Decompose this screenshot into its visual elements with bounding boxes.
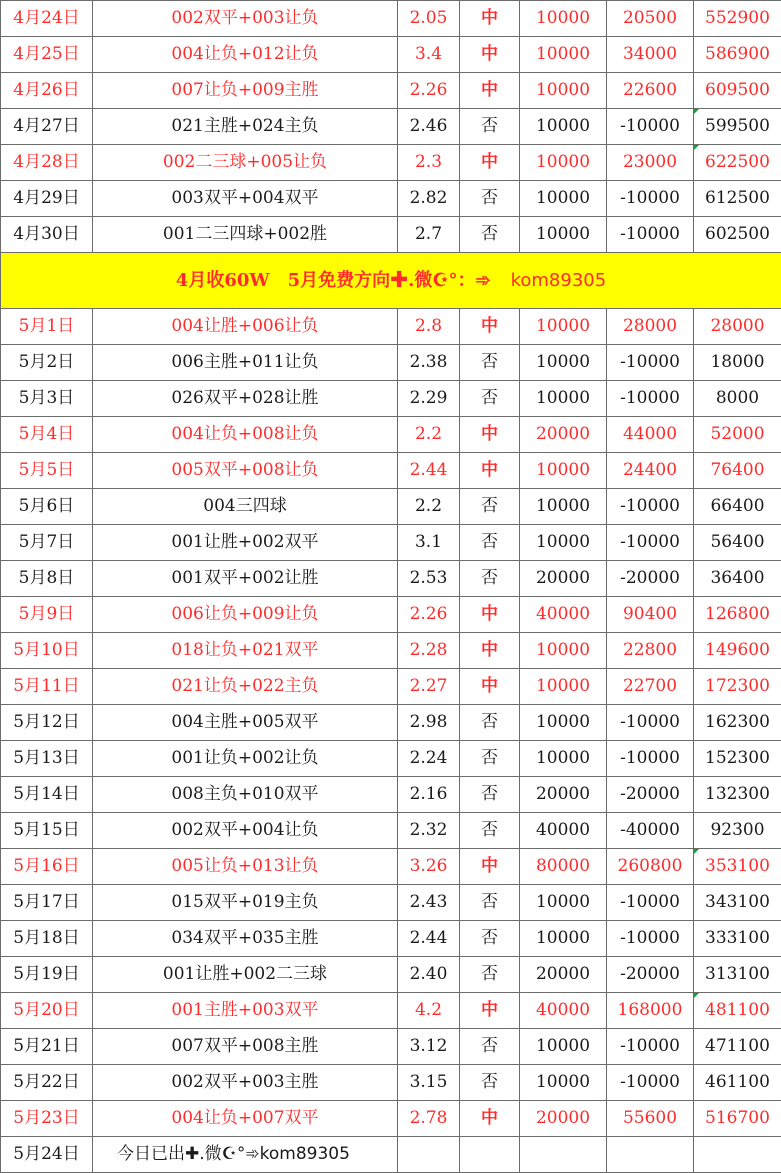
bet-cell: 001让胜+002双平: [93, 525, 398, 561]
table-row: [1, 489, 781, 525]
bet-cell: 018让负+021双平: [93, 633, 398, 669]
table-row: [1, 561, 781, 597]
total-cell: 126800: [694, 597, 781, 633]
odds-cell: 4.2: [398, 993, 460, 1029]
stake-cell: 10000: [520, 705, 607, 741]
stake-cell: 40000: [520, 813, 607, 849]
date-cell: 5月23日: [1, 1101, 93, 1137]
stake-cell: 20000: [520, 1101, 607, 1137]
table-row: [1, 217, 781, 253]
odds-cell: 2.24: [398, 741, 460, 777]
bet-cell: 001二三四球+002胜: [93, 217, 398, 253]
odds-cell: 3.4: [398, 37, 460, 73]
stake-cell: 20000: [520, 957, 607, 993]
odds-cell: [398, 1137, 460, 1173]
profit-cell: -10000: [607, 345, 694, 381]
promo-banner: [1, 253, 781, 309]
profit-cell: -10000: [607, 381, 694, 417]
profit-cell: -10000: [607, 921, 694, 957]
promo-banner-text: 4月收60W 5月免费方向✚.微☪°：➾: [176, 270, 491, 291]
total-cell: 471100: [694, 1029, 781, 1065]
odds-cell: 2.8: [398, 309, 460, 345]
odds-cell: 3.12: [398, 1029, 460, 1065]
odds-cell: 2.28: [398, 633, 460, 669]
profit-cell: 24400: [607, 453, 694, 489]
stake-cell: 10000: [520, 1029, 607, 1065]
odds-cell: 2.26: [398, 73, 460, 109]
stake-cell: 10000: [520, 217, 607, 253]
total-cell: 481100: [694, 993, 781, 1029]
date-cell: 4月27日: [1, 109, 93, 145]
date-cell: 5月16日: [1, 849, 93, 885]
odds-cell: 2.43: [398, 885, 460, 921]
total-cell: [694, 1137, 781, 1173]
date-cell: 4月29日: [1, 181, 93, 217]
total-cell: 343100: [694, 885, 781, 921]
result-cell: 否: [460, 525, 520, 561]
bet-cell: 002双平+003主胜: [93, 1065, 398, 1101]
odds-cell: 2.98: [398, 705, 460, 741]
odds-cell: 2.26: [398, 597, 460, 633]
total-cell: 333100: [694, 921, 781, 957]
odds-cell: 2.32: [398, 813, 460, 849]
total-cell: 18000: [694, 345, 781, 381]
stake-cell: 10000: [520, 885, 607, 921]
bet-cell: 034双平+035主胜: [93, 921, 398, 957]
bet-cell: 021让负+022主负: [93, 669, 398, 705]
result-cell: 否: [460, 741, 520, 777]
table-row: [1, 669, 781, 705]
today-row: [1, 1137, 781, 1173]
odds-cell: 2.29: [398, 381, 460, 417]
profit-cell: -10000: [607, 109, 694, 145]
stake-cell: 10000: [520, 1065, 607, 1101]
result-cell: 中: [460, 849, 520, 885]
odds-cell: 2.46: [398, 109, 460, 145]
total-cell: 56400: [694, 525, 781, 561]
bet-cell: 005让负+013让负: [93, 849, 398, 885]
result-cell: 中: [460, 993, 520, 1029]
result-cell: 否: [460, 489, 520, 525]
profit-cell: 22700: [607, 669, 694, 705]
date-cell: 5月12日: [1, 705, 93, 741]
profit-cell: -10000: [607, 525, 694, 561]
profit-cell: 260800: [607, 849, 694, 885]
table-row: [1, 597, 781, 633]
odds-cell: 2.82: [398, 181, 460, 217]
odds-cell: 2.2: [398, 489, 460, 525]
bet-cell: 015双平+019主负: [93, 885, 398, 921]
stake-cell: 10000: [520, 921, 607, 957]
total-cell: 149600: [694, 633, 781, 669]
table-row: [1, 1101, 781, 1137]
stake-cell: 10000: [520, 73, 607, 109]
stake-cell: 10000: [520, 741, 607, 777]
bet-cell: 002二三球+005让负: [93, 145, 398, 181]
stake-cell: 10000: [520, 489, 607, 525]
total-cell: 36400: [694, 561, 781, 597]
bet-cell: 004让负+008让负: [93, 417, 398, 453]
date-cell: 5月5日: [1, 453, 93, 489]
bet-cell: 007双平+008主胜: [93, 1029, 398, 1065]
profit-cell: [607, 1137, 694, 1173]
bet-cell: 006让负+009让负: [93, 597, 398, 633]
result-cell: 中: [460, 597, 520, 633]
table-row: [1, 993, 781, 1029]
bet-cell: 004让胜+006让负: [93, 309, 398, 345]
date-cell: 5月6日: [1, 489, 93, 525]
bet-cell: 021主胜+024主负: [93, 109, 398, 145]
table-row: [1, 885, 781, 921]
table-row: [1, 309, 781, 345]
profit-cell: 168000: [607, 993, 694, 1029]
bet-cell: 001双平+002让胜: [93, 561, 398, 597]
odds-cell: 3.15: [398, 1065, 460, 1101]
result-cell: 中: [460, 37, 520, 73]
table-row: [1, 145, 781, 181]
total-cell: 162300: [694, 705, 781, 741]
result-cell: 否: [460, 957, 520, 993]
date-cell: 5月19日: [1, 957, 93, 993]
result-cell: 否: [460, 885, 520, 921]
odds-cell: 2.16: [398, 777, 460, 813]
result-cell: 否: [460, 705, 520, 741]
odds-cell: 2.7: [398, 217, 460, 253]
date-cell: 5月24日: [1, 1137, 93, 1173]
bet-cell: 007让负+009主胜: [93, 73, 398, 109]
profit-cell: -10000: [607, 217, 694, 253]
profit-cell: -20000: [607, 561, 694, 597]
bet-cell: 003双平+004双平: [93, 181, 398, 217]
result-cell: 中: [460, 73, 520, 109]
stake-cell: 10000: [520, 181, 607, 217]
total-cell: 313100: [694, 957, 781, 993]
profit-cell: -40000: [607, 813, 694, 849]
date-cell: 5月22日: [1, 1065, 93, 1101]
date-cell: 5月17日: [1, 885, 93, 921]
profit-cell: -10000: [607, 1029, 694, 1065]
total-cell: 172300: [694, 669, 781, 705]
bet-cell: 004三四球: [93, 489, 398, 525]
stake-cell: 10000: [520, 145, 607, 181]
total-cell: 52000: [694, 417, 781, 453]
result-cell: 否: [460, 217, 520, 253]
bet-cell: 001主胜+003双平: [93, 993, 398, 1029]
banner-section: [1, 253, 781, 309]
table-row: [1, 777, 781, 813]
result-cell: 否: [460, 109, 520, 145]
result-cell: 否: [460, 813, 520, 849]
table-row: [1, 37, 781, 73]
date-cell: 4月30日: [1, 217, 93, 253]
profit-cell: -10000: [607, 705, 694, 741]
profit-cell: 44000: [607, 417, 694, 453]
stake-cell: 10000: [520, 1, 607, 37]
date-cell: 5月15日: [1, 813, 93, 849]
table-row: [1, 1029, 781, 1065]
stake-cell: 10000: [520, 381, 607, 417]
table-row: [1, 849, 781, 885]
date-cell: 5月9日: [1, 597, 93, 633]
profit-cell: 90400: [607, 597, 694, 633]
date-cell: 5月4日: [1, 417, 93, 453]
date-cell: 4月26日: [1, 73, 93, 109]
stake-cell: 10000: [520, 525, 607, 561]
stake-cell: 10000: [520, 669, 607, 705]
table-row: [1, 957, 781, 993]
date-cell: 5月21日: [1, 1029, 93, 1065]
total-cell: 92300: [694, 813, 781, 849]
odds-cell: 2.27: [398, 669, 460, 705]
profit-cell: -20000: [607, 957, 694, 993]
total-cell: 586900: [694, 37, 781, 73]
date-cell: 5月10日: [1, 633, 93, 669]
bet-cell: 001让胜+002二三球: [93, 957, 398, 993]
total-cell: 76400: [694, 453, 781, 489]
table-row: [1, 813, 781, 849]
bet-cell: 004主胜+005双平: [93, 705, 398, 741]
date-cell: 5月18日: [1, 921, 93, 957]
table-row: [1, 1, 781, 37]
promo-banner-row: [1, 253, 781, 309]
date-cell: 5月2日: [1, 345, 93, 381]
profit-cell: 55600: [607, 1101, 694, 1137]
odds-cell: 2.3: [398, 145, 460, 181]
stake-cell: 10000: [520, 453, 607, 489]
result-cell: 否: [460, 921, 520, 957]
stake-cell: 10000: [520, 633, 607, 669]
stake-cell: 10000: [520, 109, 607, 145]
odds-cell: 2.78: [398, 1101, 460, 1137]
result-cell: 否: [460, 381, 520, 417]
result-cell: 中: [460, 145, 520, 181]
total-cell: 28000: [694, 309, 781, 345]
result-cell: 否: [460, 777, 520, 813]
bet-cell: 006主胜+011让负: [93, 345, 398, 381]
bet-cell: 004让负+007双平: [93, 1101, 398, 1137]
result-cell: 中: [460, 309, 520, 345]
odds-cell: 2.44: [398, 453, 460, 489]
total-cell: 609500: [694, 73, 781, 109]
total-cell: 8000: [694, 381, 781, 417]
stake-cell: 10000: [520, 37, 607, 73]
total-cell: 552900: [694, 1, 781, 37]
april-rows: [1, 1, 781, 253]
profit-cell: 20500: [607, 1, 694, 37]
result-cell: 否: [460, 181, 520, 217]
stake-cell: 20000: [520, 417, 607, 453]
total-cell: 66400: [694, 489, 781, 525]
date-cell: 4月25日: [1, 37, 93, 73]
bet-cell: 002双平+004让负: [93, 813, 398, 849]
stake-cell: 10000: [520, 345, 607, 381]
table-row: [1, 181, 781, 217]
profit-cell: -10000: [607, 885, 694, 921]
stake-cell: 10000: [520, 309, 607, 345]
date-cell: 5月14日: [1, 777, 93, 813]
table-row: [1, 705, 781, 741]
odds-cell: 3.26: [398, 849, 460, 885]
result-cell: 否: [460, 1029, 520, 1065]
result-cell: 中: [460, 453, 520, 489]
table-row: [1, 525, 781, 561]
result-cell: 中: [460, 1101, 520, 1137]
profit-cell: -10000: [607, 741, 694, 777]
date-cell: 5月20日: [1, 993, 93, 1029]
profit-cell: 22800: [607, 633, 694, 669]
profit-cell: -10000: [607, 181, 694, 217]
today-note: 今日已出✚.微☪°➾kom89305: [93, 1137, 398, 1173]
table-row: [1, 381, 781, 417]
stake-cell: 20000: [520, 561, 607, 597]
profit-cell: 22600: [607, 73, 694, 109]
date-cell: 5月8日: [1, 561, 93, 597]
bet-cell: 008主负+010双平: [93, 777, 398, 813]
profit-cell: -20000: [607, 777, 694, 813]
profit-cell: 23000: [607, 145, 694, 181]
date-cell: 4月24日: [1, 1, 93, 37]
result-cell: 否: [460, 561, 520, 597]
date-cell: 5月11日: [1, 669, 93, 705]
table-row: [1, 633, 781, 669]
total-cell: 353100: [694, 849, 781, 885]
result-cell: 中: [460, 1, 520, 37]
bet-cell: 005双平+008让负: [93, 453, 398, 489]
bet-cell: 002双平+003让负: [93, 1, 398, 37]
stake-cell: 40000: [520, 993, 607, 1029]
total-cell: 516700: [694, 1101, 781, 1137]
table-row: [1, 109, 781, 145]
result-cell: 中: [460, 669, 520, 705]
profit-cell: -10000: [607, 489, 694, 525]
result-cell: 否: [460, 345, 520, 381]
stake-cell: 80000: [520, 849, 607, 885]
odds-cell: 2.38: [398, 345, 460, 381]
stake-cell: 20000: [520, 777, 607, 813]
odds-cell: 2.44: [398, 921, 460, 957]
odds-cell: 2.40: [398, 957, 460, 993]
profit-cell: 28000: [607, 309, 694, 345]
date-cell: 5月7日: [1, 525, 93, 561]
table-row: [1, 1065, 781, 1101]
table-row: [1, 417, 781, 453]
stake-cell: 40000: [520, 597, 607, 633]
total-cell: 461100: [694, 1065, 781, 1101]
bet-cell: 026双平+028让胜: [93, 381, 398, 417]
stake-cell: [520, 1137, 607, 1173]
odds-cell: 2.2: [398, 417, 460, 453]
table-row: [1, 741, 781, 777]
last-section: [1, 1137, 781, 1173]
total-cell: 612500: [694, 181, 781, 217]
bet-cell: 004让负+012让负: [93, 37, 398, 73]
result-cell: 中: [460, 417, 520, 453]
result-cell: 否: [460, 1065, 520, 1101]
result-cell: 中: [460, 633, 520, 669]
date-cell: 5月13日: [1, 741, 93, 777]
table-row: [1, 345, 781, 381]
table-row: [1, 453, 781, 489]
date-cell: 5月3日: [1, 381, 93, 417]
may-rows: [1, 309, 781, 1137]
total-cell: 599500: [694, 109, 781, 145]
total-cell: 622500: [694, 145, 781, 181]
promo-banner-contact: kom89305: [511, 270, 607, 291]
date-cell: 5月1日: [1, 309, 93, 345]
total-cell: 152300: [694, 741, 781, 777]
result-cell: [460, 1137, 520, 1173]
date-cell: 4月28日: [1, 145, 93, 181]
total-cell: 602500: [694, 217, 781, 253]
bet-cell: 001让负+002让负: [93, 741, 398, 777]
odds-cell: 2.53: [398, 561, 460, 597]
table-row: [1, 921, 781, 957]
profit-cell: -10000: [607, 1065, 694, 1101]
table-row: [1, 73, 781, 109]
odds-cell: 2.05: [398, 1, 460, 37]
profit-cell: 34000: [607, 37, 694, 73]
total-cell: 132300: [694, 777, 781, 813]
odds-cell: 3.1: [398, 525, 460, 561]
